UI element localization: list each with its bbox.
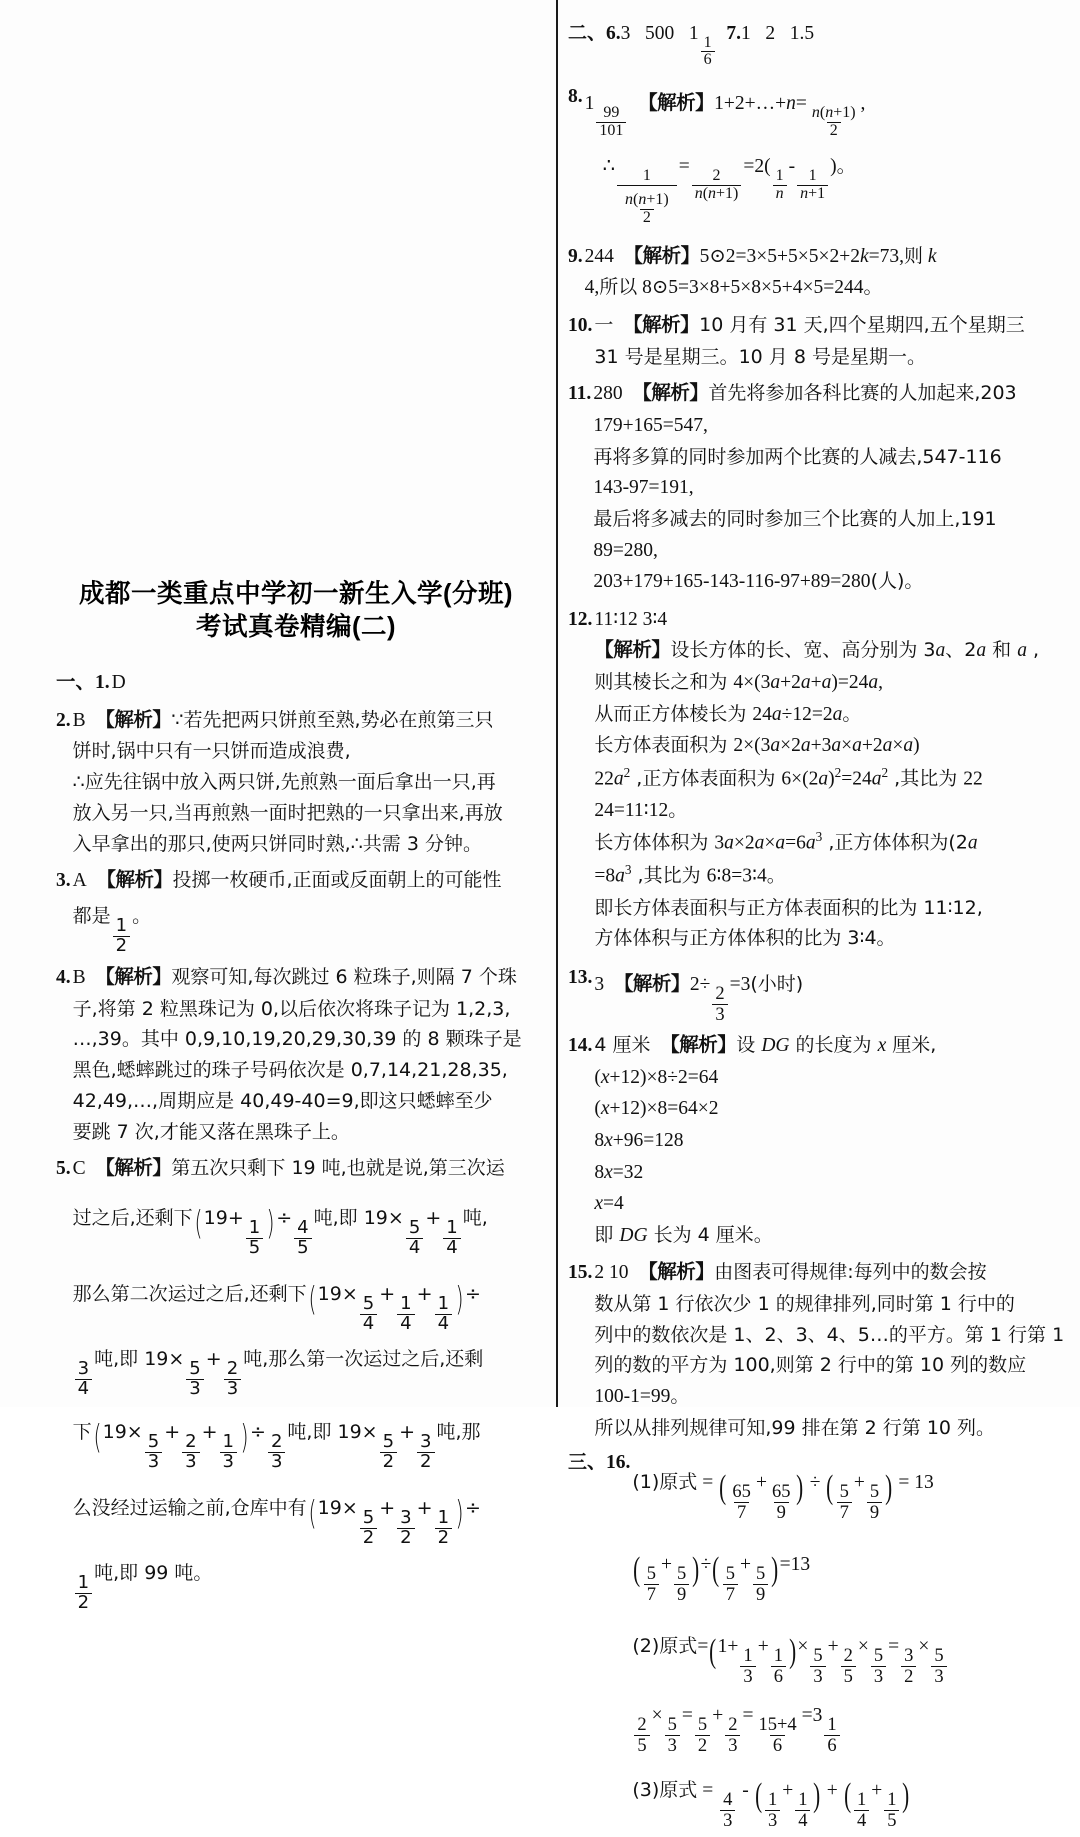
analysis-label: 【解析】 — [623, 314, 700, 337]
answer-11-line-3: 再将多算的同时参加两个比赛的人减去,547-116 — [593, 445, 1002, 468]
answer-8-line-2: ∴ $\frac{1}{\frac{n(n+1)}{2}}$ = $\frac{2}{n(n+1)}$ =2( $\frac{1}{n}$ - $\frac{1}{n+1}$ )。 — [602, 156, 857, 227]
left-column — [0, 0, 556, 1613]
q16-part1-line-1: (1)原式 = ( $\frac{65}{7}$ + $\frac{65}{9}$ ) ÷ ( $\frac{5}{7}$ + $\frac{5}{9}$ ) = 13 — [632, 1469, 934, 1523]
answer-14-body — [594, 1030, 1080, 1251]
analysis-label: 【解析】 — [660, 1034, 737, 1057]
answer-15-body — [594, 1257, 1080, 1443]
answer-5-number: 5. — [56, 1158, 71, 1180]
answer-2-line-4: 放入另一只,当再煎熟一面时把熟的一只拿出来,再放 — [72, 801, 503, 824]
answer-10-number: 10. — [568, 315, 593, 337]
q7-val-2: 2 — [765, 23, 776, 44]
answer-9-line-1: 244 【解析】5⊙2=3×5+5×5×2+2k=73,则 k — [584, 244, 937, 267]
answer-15-number: 15. — [568, 1262, 593, 1284]
analysis-label: 【解析】 — [95, 965, 172, 988]
answer-14-line-4: 8x+96=128 — [594, 1129, 684, 1151]
answer-5-line-1: C 【解析】第五次只剩下 19 吨,也就是说,第三次运 — [72, 1157, 505, 1180]
answer-14-line-6: x=4 — [594, 1193, 624, 1215]
answer-4-line-2: 子,将第 2 粒黑珠记为 0,以后依次将珠子记为 1,2,3, — [72, 997, 511, 1020]
section-3-label: 三、16. — [568, 1451, 631, 1474]
answer-item-13 — [568, 962, 1080, 1024]
answer-15-line-4: 列的数的平方为 100,则第 2 行中的第 10 列的数应 — [594, 1354, 1027, 1377]
answer-8-number: 8. — [568, 86, 583, 108]
answer-13-line-1: 3 【解析】2÷ $\frac{2}{3}$ =3(小时) — [594, 973, 804, 1025]
answer-4-line-1: B 【解析】观察可知,每次跳过 6 粒珠子,则隔 7 个珠 — [72, 965, 517, 988]
answer-2-number: 2. — [56, 709, 71, 731]
answer-3-line-2: 都是 $\frac{1}{2}$ 。 — [72, 905, 152, 956]
answer-1-value: D — [111, 672, 126, 694]
answer-15-line-3: 列中的数依次是 1、2、3、4、5…的平方。第 1 行第 1 — [594, 1323, 1065, 1346]
answer-15-line-2: 数从第 1 行依次少 1 的规律排列,同时第 1 行中的 — [594, 1292, 1015, 1315]
q7-val-3: 1.5 — [789, 23, 815, 44]
answer-5-line-6: 么没经过运输之前,仓库中有(19× $\frac{5}{2}$ + $\frac{3}{2}$ + $\frac{1}{2}$ )÷ — [72, 1493, 481, 1549]
answer-11-number: 11. — [568, 383, 592, 405]
title-line-1: 成都一类重点中学初一新生入学(分班) — [79, 580, 513, 608]
answer-item-5 — [56, 1153, 536, 1612]
answer-12-line-7: 长方体体积为 $3a\times 2a\times a=6a^3$ ,正方体体积为(2a — [594, 829, 978, 854]
answer-11-line-6: 89=280, — [593, 539, 658, 561]
answer-4-line-5: 42,49,…,周期应是 40,49-40=9,即这只蟋蟀至少 — [72, 1089, 493, 1112]
answer-item-12 — [568, 604, 1080, 954]
answer-5-body — [73, 1153, 536, 1612]
analysis-label: 【解析】 — [638, 92, 715, 115]
answer-2-line-1: B 【解析】∵若先把两只饼煎至熟,势必在煎第三只 — [72, 708, 494, 731]
answer-item-1 — [56, 667, 536, 699]
answer-14-line-1: 4 厘米 【解析】设 DG 的长度为 x 厘米, — [594, 1034, 937, 1057]
answer-11-line-4: 143-97=191, — [593, 477, 694, 499]
answer-14-line-5: 8x=32 — [594, 1161, 644, 1183]
q16-part3-line-1: (3)原式 = $\frac{4}{3}$ - ( $\frac{1}{3}$ + $\frac{1}{4}$ ) + ( $\frac{1}{4}$ + $\frac{1}{5}$ ) — [632, 1777, 910, 1831]
answer-9-body — [585, 241, 1080, 304]
answer-12-line-9: 即长方体表面积与正方体表面积的比为 11∶12, — [594, 896, 983, 919]
answer-2-line-5: 入早拿出的那只,使两只饼同时熟,∴共需 3 分钟。 — [72, 832, 482, 855]
answer-12-line-4: 长方体表面积为 2×(3a×2a+3a×a+2a×a) — [594, 734, 920, 757]
answer-12-line-10: 方体体积与正方体体积的比为 3∶4。 — [594, 927, 896, 950]
q16-part2-line-2: $\frac{2}{5}$ × $\frac{5}{3}$ = $\frac{5}{2}$ + $\frac{2}{3}$ = $\frac{15+4}{6}$ =3 $\frac{1}{6}$ — [632, 1693, 1080, 1755]
answer-13-number: 13. — [568, 967, 593, 989]
answer-3-line-1: A 【解析】投掷一枚硬币,正面或反面朝上的可能性 — [72, 869, 502, 892]
section-2-label: 二、 — [568, 22, 607, 44]
answer-14-line-3: (x+12)×8=64×2 — [594, 1098, 719, 1120]
q6-val-3: 1 $\frac{1}{6}$ — [689, 23, 717, 44]
answer-14-line-2: (x+12)×8÷2=64 — [594, 1066, 719, 1088]
answer-item-16 — [568, 1447, 1080, 1837]
answer-15-line-5: 100-1=99。 — [594, 1385, 690, 1408]
answer-8-line-1: 1 $\frac{99}{101}$ 【解析】1+2+…+n= $\frac{n(n+1)}{2}$ , — [584, 92, 866, 139]
answer-11-line-5: 最后将多减去的同时参加三个比赛的人加上,191 — [593, 507, 997, 530]
answer-item-3 — [56, 865, 536, 955]
answer-4-line-4: 黑色,蟋蟀跳过的珠子号码依次是 0,7,14,21,28,35, — [72, 1059, 508, 1082]
answer-2-line-3: ∴应先往锅中放入两只饼,先煎熟一面后拿出一只,再 — [72, 771, 496, 794]
answer-1-body — [112, 667, 536, 699]
answer-5-line-4: $\frac{3}{4}$ 吨,即 19× $\frac{5}{3}$ + $\frac{2}{3}$ 吨,那么第一次运过之后,还剩 — [73, 1338, 536, 1399]
right-column — [558, 0, 1080, 1831]
analysis-label: 【解析】 — [95, 708, 172, 731]
q16-part1-line-2: ( $\frac{5}{7}$ + $\frac{5}{9}$ )÷( $\frac{5}{7}$ + $\frac{5}{9}$ )=13 — [633, 1551, 811, 1605]
answer-13-body — [594, 962, 1080, 1024]
answer-12-body — [594, 604, 1080, 954]
answer-16-body — [632, 1447, 1080, 1837]
answer-12-line-5: $22a^2$ ,正方体表面积为 $6\times(2a)^2=24a^2$ ,其比为 22 — [594, 764, 983, 790]
q7-number: 7. — [726, 23, 742, 44]
answer-item-15 — [568, 1257, 1080, 1443]
answer-15-line-1: 2 10 【解析】由图表可得规律:每列中的数会按 — [594, 1261, 987, 1284]
analysis-label: 【解析】 — [96, 869, 173, 892]
analysis-label: 【解析】 — [95, 1157, 172, 1180]
answer-12-line-1: 【解析】设长方体的长、宽、高分别为 3a、2a 和 a , — [594, 639, 1040, 662]
q6-number: 6. — [606, 23, 621, 44]
answer-11-line-7: 203+179+165-143-116-97+89=280(人)。 — [593, 570, 924, 593]
answer-4-number: 4. — [56, 966, 71, 988]
answer-3-number: 3. — [56, 870, 71, 892]
answer-10-body — [594, 310, 1080, 372]
answer-4-line-6: 要跳 7 次,才能又落在黑珠子上。 — [72, 1120, 350, 1143]
answer-5-line-5: 下(19× $\frac{5}{3}$ + $\frac{2}{3}$ + $\frac{1}{3}$ )÷ $\frac{2}{3}$ 吨,即 19× $\frac{5}{2}$ + $\frac{3}{2}$ 吨,那 — [72, 1416, 481, 1472]
answer-12-number: 12. — [568, 608, 593, 630]
answer-5-line-7: $\frac{1}{2}$ 吨,即 99 吨。 — [73, 1552, 536, 1613]
page-title — [56, 578, 536, 643]
answer-2-line-2: 饼时,锅中只有一只饼而造成浪费, — [72, 740, 351, 763]
answer-5-line-2: 过之后,还剩下(19+ $\frac{1}{5}$ )÷ $\frac{4}{5}$ 吨,即 19× $\frac{5}{4}$ + $\frac{1}{4}$ 吨, — [72, 1202, 488, 1258]
answer-11-body — [593, 378, 1080, 597]
analysis-label: 【解析】 — [638, 1261, 715, 1284]
answer-item-4 — [56, 962, 536, 1147]
answer-4-body — [73, 962, 536, 1147]
answer-item-9 — [568, 241, 1080, 304]
fill-blank-row — [568, 18, 1080, 69]
answer-12-line-3: 从而正方体棱长为 24a÷12=2a。 — [594, 702, 862, 725]
answer-10-line-2: 31 号是星期三。10 月 8 号是星期一。 — [594, 345, 926, 368]
answer-item-2 — [56, 705, 536, 860]
answer-11-line-1: 280 【解析】首先将参加各科比赛的人加起来,203 — [593, 382, 1017, 405]
answer-8-body — [585, 81, 1080, 227]
answer-item-14 — [568, 1030, 1080, 1251]
title-line-2: 考试真卷精编(二) — [196, 612, 396, 641]
answer-item-11 — [568, 378, 1080, 597]
analysis-label: 【解析】 — [594, 639, 671, 662]
q6-val-2: 500 — [645, 23, 675, 44]
analysis-label: 【解析】 — [632, 382, 709, 405]
answer-2-body — [73, 705, 536, 860]
answer-9-line-2: 4,所以 8⊙5=3×8+5×8×5+4×5=244。 — [584, 276, 883, 299]
analysis-label: 【解析】 — [613, 973, 690, 996]
answer-3-body — [73, 865, 536, 955]
answer-12-line-2: 则其棱长之和为 4×(3a+2a+a)=24a, — [594, 670, 884, 693]
answer-4-line-3: …,39。其中 0,9,10,19,20,29,30,39 的 8 颗珠子是 — [72, 1028, 522, 1051]
answer-12-answer: 11∶12 3∶4 — [594, 608, 668, 630]
answer-item-8 — [568, 81, 1080, 227]
q16-part2-line-1: (2)原式=(1+ $\frac{1}{3}$ + $\frac{1}{6}$ )× $\frac{5}{3}$ + $\frac{2}{5}$ × $\frac{5}{3}$ = $\frac{3}{2}$ × $\frac{5}{3}$ — [632, 1611, 1080, 1693]
analysis-label: 【解析】 — [623, 244, 700, 267]
answer-11-line-2: 179+165=547, — [593, 414, 708, 436]
answer-14-line-7: 即 DG 长为 4 厘米。 — [594, 1223, 773, 1246]
answer-9-number: 9. — [568, 245, 583, 267]
answer-14-number: 14. — [568, 1035, 593, 1057]
q6-val-1: 3 — [620, 23, 631, 44]
answer-5-line-3: 那么第二次运过之后,还剩下(19× $\frac{5}{4}$ + $\frac{1}{4}$ + $\frac{1}{4}$ )÷ — [72, 1279, 481, 1335]
answer-12-line-8: $=8a^3$ ,其比为 6∶8=3∶4。 — [594, 862, 786, 887]
answer-10-line-1: 一 【解析】10 月有 31 天,四个星期四,五个星期三 — [594, 314, 1025, 337]
answer-15-line-6: 所以从排列规律可知,99 排在第 2 行第 10 列。 — [594, 1416, 996, 1439]
answer-item-10 — [568, 310, 1080, 372]
q7-val-1: 1 — [741, 23, 751, 44]
section-1-label: 一、1. — [56, 672, 110, 694]
answer-12-line-6: 24=11∶12。 — [594, 798, 688, 821]
